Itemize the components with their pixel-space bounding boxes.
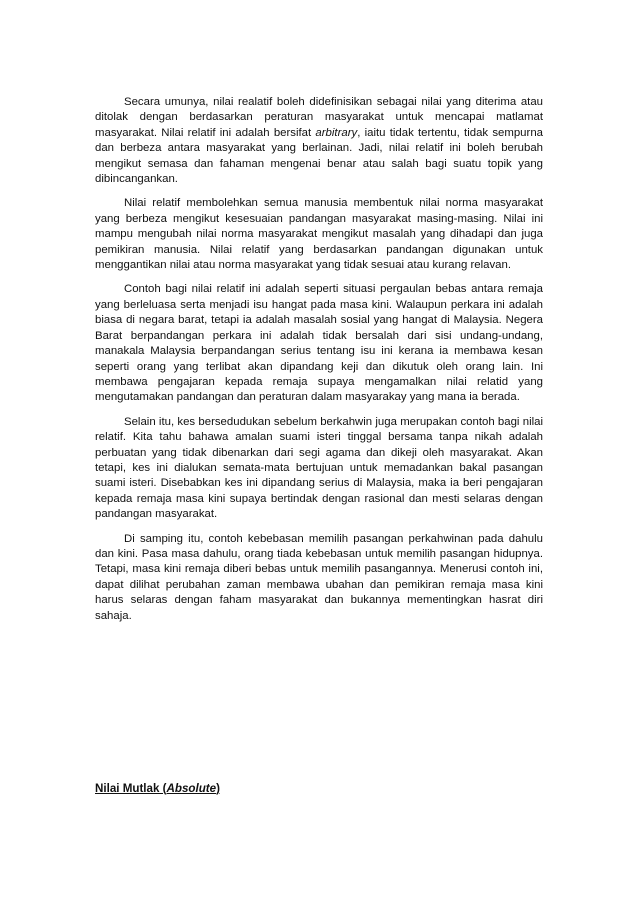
section-heading-italic-term: Absolute	[166, 782, 217, 795]
paragraph-4: Selain itu, kes bersedudukan sebelum berkahwin juga merupakan contoh bagi nilai relatif. Kita tahu bahawa amalan suami isteri tinggal bersama tanpa nikah adalah perbuatan yang tidak dibenarkan dari segi agama dan dikeji oleh masyarakat. Akan tetapi, kes ini dialukan semata-mata bertujuan untuk memadankan bakal pasangan suami isteri. Disebabkan kes ini dipandang serius di Malaysia, maka ia beri pengajaran kepada remaja masa kini supaya bertindak dengan rasional dan mesti selaras dengan pandangan masyarakat.	[95, 415, 543, 521]
paragraph-2: Nilai relatif membolehkan semua manusia membentuk nilai norma masyarakat yang berbeza mengikut kesesuaian pandangan masyarakat masing-masing. Nilai ini mampu mengubah nilai norma masyarakat mengikut masalah yang dihadapi dan juga pemikiran manusia. Nilai relatif yang berdasarkan pandangan digunakan untuk menggantikan nilai atau norma masyarakat yang tidak sesuai atau kurang relavan.	[95, 197, 543, 272]
paragraph-1-italic-term: arbitrary	[315, 126, 358, 139]
document-body	[95, 95, 543, 633]
paragraph-3: Contoh bagi nilai relatif ini adalah seperti situasi pergaulan bebas antara remaja yang berleluasa serta menjadi isu hangat pada masa kini. Walaupun perkara ini adalah biasa di negara barat, tetapi ia adalah masalah sosial yang hangat di Malaysia. Negera Barat berpandangan perkara ini adalah tidak bersalah dari sisi undang-undang, manakala Malaysia berpandangan serius tentang isu ini kerana ia membawa kesan seperti orang yang terlibat akan dipandang keji dan dikutuk oleh orang lain. Ini membawa pengajaran kepada remaja supaya mengamalkan nilai relatid yang mengutamakan pandangan dan peraturan dalam masyarakay yang mana ia berada.	[95, 283, 543, 404]
paragraph-1	[95, 95, 543, 187]
section-heading-text: Nilai Mutlak (	[95, 782, 167, 795]
section-heading-close: )	[216, 782, 220, 795]
paragraph-1-text-end: , iaitu tidak tertentu, tidak sempurna dan berbeza antara masyarakat yang berlainan. Jadi, nilai relatif ini boleh berubah mengikut semasa dan fahaman mengenai benar atau salah bagi suatu topik yang dibincangankan.	[95, 126, 543, 186]
paragraph-1-text-start: Secara umunya, nilai realatif boleh didefinisikan sebagai nilai yang diterima atau ditolak dengan berdasarkan peraturan masyarakat untuk mencapai matlamat masyarakat. Nilai relatif ini adalah bersifat	[95, 96, 543, 139]
paragraph-5: Di samping itu, contoh kebebasan memilih pasangan perkahwinan pada dahulu dan kini. Pasa masa dahulu, orang tiada kebebasan untuk memilih pasangan hidupnya. Tetapi, masa kini remaja diberi bebas untuk memilih pasangannya. Menerusi contoh ini, dapat dilihat perubahan zaman membawa ubahan dan pemikiran remaja masa kini harus selaras dengan faham masyarakat dan bukannya mementingkan hasrat diri sahaja.	[95, 532, 543, 622]
section-heading	[95, 781, 220, 796]
